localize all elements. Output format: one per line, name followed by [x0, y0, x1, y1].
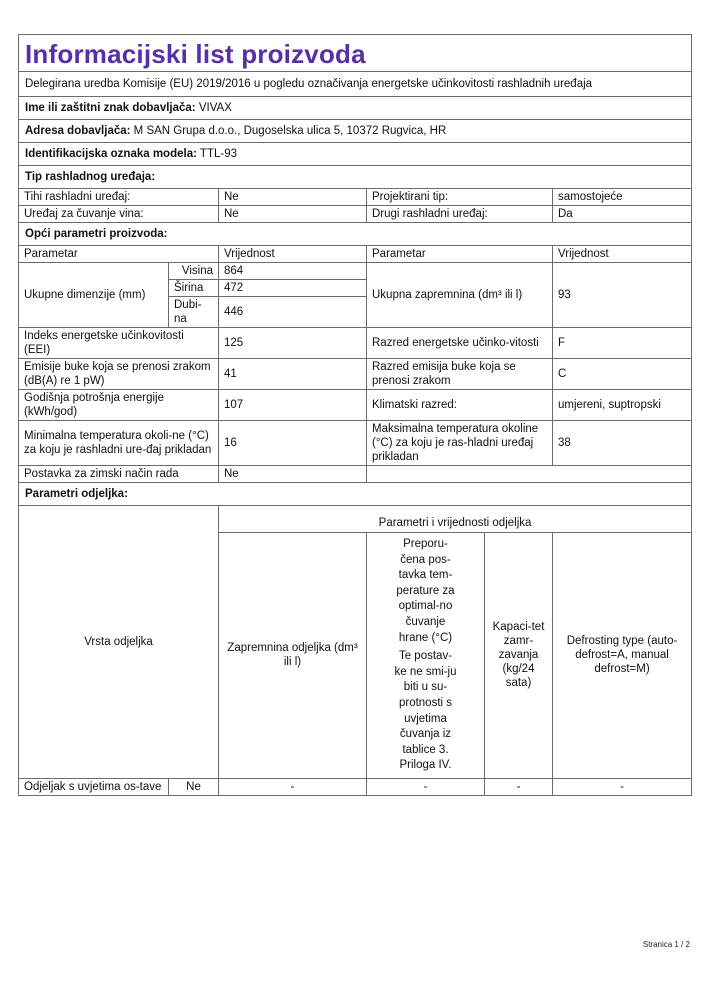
supplier-value: VIVAX — [198, 102, 232, 114]
address-row — [19, 120, 692, 143]
general-section-heading: Opći parametri proizvoda: — [19, 223, 692, 246]
model-label: Identifikacijska oznaka modela: — [25, 148, 197, 160]
volume-value: 93 — [553, 263, 692, 328]
compartment-defrost: - — [553, 778, 692, 795]
model-value: TTL-93 — [199, 148, 237, 160]
compartment-temp-header — [367, 533, 485, 779]
supplier-row — [19, 97, 692, 120]
general-value: C — [553, 359, 692, 390]
page-number: Stranica 1 / 2 — [642, 940, 690, 949]
info-table — [18, 34, 692, 796]
header-value: Vrijednost — [219, 246, 367, 263]
header-value: Vrijednost — [553, 246, 692, 263]
type-param: Projektirani tip: — [367, 189, 553, 206]
compartment-present: Ne — [169, 778, 219, 795]
general-value: F — [553, 328, 692, 359]
compartment-capacity-header: Kapaci-tet zamr-zavanja (kg/24 sata) — [485, 533, 553, 779]
general-param: Razred emisija buke koja se prenosi zrakom — [367, 359, 553, 390]
empty-cell — [367, 466, 692, 483]
general-param: Razred energetske učinko-vitosti — [367, 328, 553, 359]
general-value: 125 — [219, 328, 367, 359]
temp-header-text: Preporu-čena pos-tavka tem-perature za optimal-no čuvanje hrane (°C) — [396, 538, 455, 644]
general-value: umjereni, suptropski — [553, 390, 692, 421]
compartment-section-heading: Parametri odjeljka: — [19, 483, 692, 506]
header-param: Parametar — [367, 246, 553, 263]
height-label: Visina — [169, 263, 219, 280]
general-param: Maksimalna temperatura okoline (°C) za koju je ras-hladni uređaj prikladan — [367, 421, 553, 466]
general-value: 107 — [219, 390, 367, 421]
general-value: 16 — [219, 421, 367, 466]
type-value: samostojeće — [553, 189, 692, 206]
title-cell — [19, 35, 692, 72]
type-value: Ne — [219, 206, 367, 223]
general-value: 38 — [553, 421, 692, 466]
winter-mode-value: Ne — [219, 466, 367, 483]
winter-mode-label: Postavka za zimski način rada — [19, 466, 219, 483]
compartment-temp: - — [367, 778, 485, 795]
height-value: 864 — [219, 263, 367, 280]
general-param: Minimalna temperatura okoli-ne (°C) za koju je rashladni ure-đaj prikladan — [19, 421, 219, 466]
address-value: M SAN Grupa d.o.o., Dugoselska ulica 5, 10372 Rugvica, HR — [133, 125, 447, 137]
type-param: Uređaj za čuvanje vina: — [19, 206, 219, 223]
width-label: Širina — [169, 280, 219, 297]
compartment-volume: - — [219, 778, 367, 795]
general-param: Godišnja potrošnja energije (kWh/god) — [19, 390, 219, 421]
compartment-defrost-header: Defrosting type (auto-defrost=A, manual defrost=M) — [553, 533, 692, 779]
width-value: 472 — [219, 280, 367, 297]
dimensions-label: Ukupne dimenzije (mm) — [19, 263, 169, 328]
general-param: Indeks energetske učinkovitosti (EEI) — [19, 328, 219, 359]
header-param: Parametar — [19, 246, 219, 263]
supplier-label: Ime ili zaštitni znak dobavljača: — [25, 102, 196, 114]
page-title: Informacijski list proizvoda — [25, 39, 366, 69]
general-value: 41 — [219, 359, 367, 390]
temp-note-text: Te postav-ke ne smi-ju biti u su-protnosti s uvjetima čuvanja iz tablice 3. Priloga IV. — [394, 650, 457, 772]
compartment-capacity: - — [485, 778, 553, 795]
type-param: Drugi rashladni uređaj: — [367, 206, 553, 223]
compartment-group-header: Parametri i vrijednosti odjeljka — [219, 506, 692, 533]
address-label: Adresa dobavljača: — [25, 125, 131, 137]
compartment-volume-header: Zapremnina odjeljka (dm³ ili l) — [219, 533, 367, 779]
volume-label: Ukupna zapremnina (dm³ ili l) — [367, 263, 553, 328]
model-row — [19, 143, 692, 166]
type-section-heading: Tip rashladnog uređaja: — [19, 166, 692, 189]
general-param: Klimatski razred: — [367, 390, 553, 421]
compartment-row-label: Odjeljak s uvjetima os-tave — [19, 778, 169, 795]
depth-value: 446 — [219, 297, 367, 328]
type-param: Tihi rashladni uređaj: — [19, 189, 219, 206]
general-param: Emisije buke koja se prenosi zrakom (dB(A) re 1 pW) — [19, 359, 219, 390]
product-information-sheet — [18, 34, 691, 796]
compartment-type-header: Vrsta odjeljka — [19, 506, 219, 779]
depth-label: Dubi-na — [169, 297, 219, 328]
regulation-text: Delegirana uredba Komisije (EU) 2019/2016 u pogledu označivanja energetske učinkovitosti rashladnih uređaja — [19, 72, 692, 97]
type-value: Da — [553, 206, 692, 223]
type-value: Ne — [219, 189, 367, 206]
